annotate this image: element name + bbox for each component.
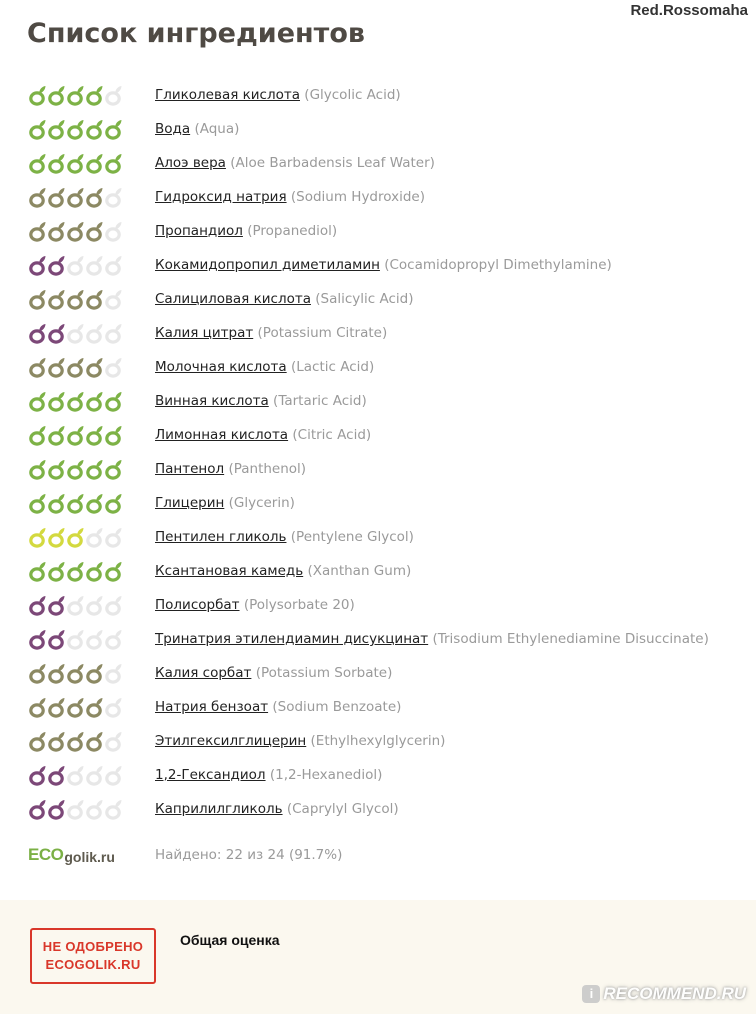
leaf-rating-icon [66, 526, 85, 548]
ingredient-row [28, 316, 748, 350]
leaf-rating-icon [85, 798, 104, 820]
ingredient-row [28, 384, 748, 418]
leaf-rating-icon [104, 84, 123, 106]
ingredient-name [155, 801, 399, 817]
leaf-rating-icon [47, 288, 66, 310]
leaf-rating-icon [85, 730, 104, 752]
ingredient-link[interactable]: Молочная кислота [155, 359, 287, 375]
ingredient-link[interactable]: Винная кислота [155, 393, 269, 409]
ingredient-name [155, 121, 239, 137]
ingredient-name [155, 427, 371, 443]
leaf-rating-icon [66, 730, 85, 752]
leaf-rating-icon [104, 526, 123, 548]
leaf-rating-icon [47, 424, 66, 446]
ingredient-inci-name: (Aloe Barbadensis Leaf Water) [230, 155, 435, 171]
leaf-rating-icon [85, 118, 104, 140]
ingredient-rating [28, 390, 155, 412]
leaf-rating-icon [104, 254, 123, 276]
leaf-rating-icon [28, 390, 47, 412]
leaf-rating-icon [47, 152, 66, 174]
leaf-rating-icon [66, 424, 85, 446]
leaf-rating-icon [47, 220, 66, 242]
leaf-rating-icon [28, 118, 47, 140]
ingredient-rating [28, 764, 155, 786]
leaf-rating-icon [85, 84, 104, 106]
ingredient-row [28, 78, 748, 112]
ingredient-name [155, 495, 295, 511]
leaf-rating-icon [104, 458, 123, 480]
leaf-rating-icon [47, 526, 66, 548]
ingredient-rating [28, 594, 155, 616]
leaf-rating-icon [66, 492, 85, 514]
ingredient-row [28, 180, 748, 214]
leaf-rating-icon [47, 628, 66, 650]
ingredient-inci-name: (Propanediol) [247, 223, 338, 239]
leaf-rating-icon [47, 84, 66, 106]
ingredient-link[interactable]: Алоэ вера [155, 155, 226, 171]
ingredient-row [28, 146, 748, 180]
ingredient-inci-name: (Sodium Benzoate) [272, 699, 402, 715]
leaf-rating-icon [85, 662, 104, 684]
ingredient-inci-name: (Glycolic Acid) [304, 87, 401, 103]
ingredient-inci-name: (Sodium Hydroxide) [290, 189, 425, 205]
leaf-rating-icon [28, 730, 47, 752]
ingredient-inci-name: (Xanthan Gum) [307, 563, 412, 579]
overall-rating-title: Общая оценка [180, 932, 280, 948]
ingredient-row [28, 214, 748, 248]
leaf-rating-icon [66, 356, 85, 378]
leaf-rating-icon [28, 458, 47, 480]
leaf-rating-icon [85, 254, 104, 276]
leaf-rating-icon [104, 764, 123, 786]
leaf-rating-icon [28, 696, 47, 718]
leaf-rating-icon [28, 560, 47, 582]
leaf-rating-icon [66, 594, 85, 616]
ingredient-link[interactable]: Этилгексилглицерин [155, 733, 307, 749]
ingredient-inci-name: (Salicylic Acid) [315, 291, 414, 307]
leaf-rating-icon [66, 118, 85, 140]
leaf-rating-icon [66, 628, 85, 650]
ingredient-link[interactable]: Глицерин [155, 495, 225, 511]
leaf-rating-icon [66, 764, 85, 786]
leaf-rating-icon [85, 628, 104, 650]
ingredient-name [155, 631, 709, 647]
leaf-rating-icon [85, 560, 104, 582]
leaf-rating-icon [47, 594, 66, 616]
ingredient-row [28, 282, 748, 316]
leaf-rating-icon [85, 526, 104, 548]
ingredient-row [28, 112, 748, 146]
ingredient-row [28, 758, 748, 792]
ingredient-name [155, 189, 425, 205]
leaf-rating-icon [85, 152, 104, 174]
leaf-rating-icon [104, 424, 123, 446]
page-title: Список ингредиентов [27, 18, 365, 49]
leaf-rating-icon [85, 356, 104, 378]
ingredient-rating [28, 254, 155, 276]
leaf-rating-icon [28, 526, 47, 548]
leaf-rating-icon [47, 764, 66, 786]
ingredient-link[interactable]: Вода [155, 121, 191, 137]
ingredient-row [28, 656, 748, 690]
leaf-rating-icon [85, 492, 104, 514]
leaf-rating-icon [104, 560, 123, 582]
leaf-rating-icon [104, 186, 123, 208]
ingredient-name [155, 767, 382, 783]
found-count: Найдено: 22 из 24 (91.7%) [155, 847, 343, 863]
leaf-rating-icon [66, 254, 85, 276]
ingredient-link[interactable]: Гликолевая кислота [155, 87, 300, 103]
irecommend-watermark: i RECOMMEND.RU [582, 984, 746, 1004]
not-approved-stamp: НЕ ОДОБРЕНО ECOGOLIK.RU [30, 928, 156, 984]
leaf-rating-icon [47, 458, 66, 480]
leaf-rating-icon [28, 492, 47, 514]
ingredient-row [28, 452, 748, 486]
ingredient-rating [28, 458, 155, 480]
ingredient-link[interactable]: Пропандиол [155, 223, 243, 239]
leaf-rating-icon [104, 730, 123, 752]
leaf-rating-icon [47, 492, 66, 514]
ingredient-rating [28, 526, 155, 548]
leaf-rating-icon [85, 696, 104, 718]
ingredient-rating [28, 356, 155, 378]
leaf-rating-icon [66, 84, 85, 106]
ingredient-inci-name: (Pentylene Glycol) [290, 529, 414, 545]
leaf-rating-icon [66, 288, 85, 310]
ingredient-link[interactable]: Ксантановая камедь [155, 563, 304, 579]
leaf-rating-icon [104, 152, 123, 174]
leaf-rating-icon [66, 696, 85, 718]
ingredient-link[interactable]: Пентилен гликоль [155, 529, 287, 545]
ingredient-rating [28, 288, 155, 310]
leaf-rating-icon [28, 152, 47, 174]
leaf-rating-icon [28, 254, 47, 276]
ingredient-row [28, 690, 748, 724]
ingredient-row [28, 418, 748, 452]
ingredient-inci-name: (Polysorbate 20) [243, 597, 355, 613]
leaf-rating-icon [28, 186, 47, 208]
leaf-rating-icon [47, 118, 66, 140]
ingredient-rating [28, 220, 155, 242]
ingredient-rating [28, 628, 155, 650]
ingredient-row [28, 520, 748, 554]
ingredient-link[interactable]: Полисорбат [155, 597, 240, 613]
leaf-rating-icon [28, 628, 47, 650]
leaf-rating-icon [47, 390, 66, 412]
ingredient-inci-name: (Caprylyl Glycol) [286, 801, 399, 817]
ingredient-inci-name: (Aqua) [194, 121, 240, 137]
ingredient-link[interactable]: Гидроксид натрия [155, 189, 287, 205]
ingredient-row [28, 792, 748, 826]
leaf-rating-icon [47, 730, 66, 752]
ingredient-row [28, 486, 748, 520]
ingredient-inci-name: (Citric Acid) [292, 427, 372, 443]
ingredient-row [28, 248, 748, 282]
ingredient-rating [28, 560, 155, 582]
ingredient-rating [28, 696, 155, 718]
ingredient-inci-name: (Trisodium Ethylenediamine Disuccinate) [432, 631, 709, 647]
ingredient-link[interactable]: Тринатрия этилендиамин дисукцинат [155, 631, 429, 647]
ingredient-name [155, 529, 414, 545]
ingredient-name [155, 597, 355, 613]
leaf-rating-icon [28, 84, 47, 106]
ingredient-link[interactable]: Салициловая кислота [155, 291, 311, 307]
ingredient-name [155, 665, 392, 681]
leaf-rating-icon [85, 458, 104, 480]
ingredient-inci-name: (Potassium Sorbate) [255, 665, 393, 681]
leaf-rating-icon [47, 186, 66, 208]
leaf-rating-icon [66, 186, 85, 208]
ingredient-inci-name: (Ethylhexylglycerin) [310, 733, 446, 749]
ingredient-name [155, 699, 401, 715]
leaf-rating-icon [104, 662, 123, 684]
leaf-rating-icon [28, 424, 47, 446]
leaf-rating-icon [28, 594, 47, 616]
ingredient-inci-name: (Panthenol) [228, 461, 307, 477]
leaf-rating-icon [47, 254, 66, 276]
ingredient-inci-name: (Tartaric Acid) [273, 393, 367, 409]
leaf-rating-icon [85, 390, 104, 412]
ingredient-link[interactable]: 1,2-Гександиол [155, 767, 266, 783]
leaf-rating-icon [85, 424, 104, 446]
ingredient-name [155, 257, 612, 273]
leaf-rating-icon [66, 798, 85, 820]
ingredient-list [28, 78, 748, 826]
ingredient-inci-name: (Lactic Acid) [290, 359, 375, 375]
leaf-rating-icon [47, 356, 66, 378]
leaf-rating-icon [104, 220, 123, 242]
leaf-rating-icon [104, 118, 123, 140]
ingredient-name [155, 155, 435, 171]
ingredient-inci-name: (Glycerin) [228, 495, 295, 511]
ingredient-row [28, 622, 748, 656]
ingredient-name [155, 359, 374, 375]
ecogolik-logo[interactable]: ECO golik.ru [28, 845, 115, 865]
ingredient-name [155, 87, 401, 103]
ingredient-link[interactable]: Кокамидопропил диметиламин [155, 257, 380, 273]
ingredient-name [155, 461, 306, 477]
leaf-rating-icon [28, 764, 47, 786]
leaf-rating-icon [85, 220, 104, 242]
ingredient-row [28, 588, 748, 622]
ingredient-rating [28, 662, 155, 684]
leaf-rating-icon [66, 220, 85, 242]
leaf-rating-icon [104, 696, 123, 718]
ingredient-rating [28, 84, 155, 106]
leaf-rating-icon [66, 152, 85, 174]
ingredient-name [155, 223, 337, 239]
ingredient-rating [28, 424, 155, 446]
leaf-rating-icon [104, 322, 123, 344]
leaf-rating-icon [104, 798, 123, 820]
leaf-rating-icon [85, 288, 104, 310]
ingredient-row [28, 554, 748, 588]
leaf-rating-icon [28, 322, 47, 344]
ingredient-rating [28, 730, 155, 752]
leaf-rating-icon [104, 356, 123, 378]
ingredient-name [155, 563, 411, 579]
ingredient-link[interactable]: Натрия бензоат [155, 699, 269, 715]
leaf-rating-icon [104, 492, 123, 514]
leaf-rating-icon [104, 594, 123, 616]
ingredient-name [155, 733, 445, 749]
leaf-rating-icon [28, 220, 47, 242]
leaf-rating-icon [85, 322, 104, 344]
leaf-rating-icon [104, 628, 123, 650]
ingredient-name [155, 393, 367, 409]
irecommend-logo-icon: i [582, 985, 600, 1003]
username: Red.Rossomaha [630, 2, 748, 19]
leaf-rating-icon [28, 288, 47, 310]
leaf-rating-icon [47, 798, 66, 820]
leaf-rating-icon [47, 560, 66, 582]
leaf-rating-icon [47, 322, 66, 344]
ingredient-name [155, 325, 387, 341]
ingredient-row [28, 724, 748, 758]
leaf-rating-icon [104, 390, 123, 412]
ingredient-inci-name: (Potassium Citrate) [257, 325, 388, 341]
leaf-rating-icon [85, 594, 104, 616]
ingredient-link[interactable]: Каприлилгликоль [155, 801, 283, 817]
leaf-rating-icon [104, 288, 123, 310]
ingredient-rating [28, 186, 155, 208]
leaf-rating-icon [85, 764, 104, 786]
ingredient-link[interactable]: Лимонная кислота [155, 427, 289, 443]
ingredient-rating [28, 492, 155, 514]
ingredient-rating [28, 798, 155, 820]
ingredient-link[interactable]: Пантенол [155, 461, 225, 477]
leaf-rating-icon [66, 390, 85, 412]
ingredient-rating [28, 152, 155, 174]
ingredient-inci-name: (Cocamidopropyl Dimethylamine) [384, 257, 612, 273]
leaf-rating-icon [66, 458, 85, 480]
ingredient-rating [28, 322, 155, 344]
ingredient-link[interactable]: Калия сорбат [155, 665, 252, 681]
footer-line [28, 838, 342, 872]
leaf-rating-icon [28, 356, 47, 378]
leaf-rating-icon [28, 798, 47, 820]
leaf-rating-icon [66, 662, 85, 684]
ingredient-row [28, 350, 748, 384]
ingredient-link[interactable]: Калия цитрат [155, 325, 254, 341]
ingredient-rating [28, 118, 155, 140]
leaf-rating-icon [66, 560, 85, 582]
leaf-rating-icon [66, 322, 85, 344]
ingredient-inci-name: (1,2-Hexanediol) [269, 767, 383, 783]
ingredient-name [155, 291, 414, 307]
leaf-rating-icon [28, 662, 47, 684]
leaf-rating-icon [47, 696, 66, 718]
leaf-rating-icon [85, 186, 104, 208]
leaf-rating-icon [47, 662, 66, 684]
